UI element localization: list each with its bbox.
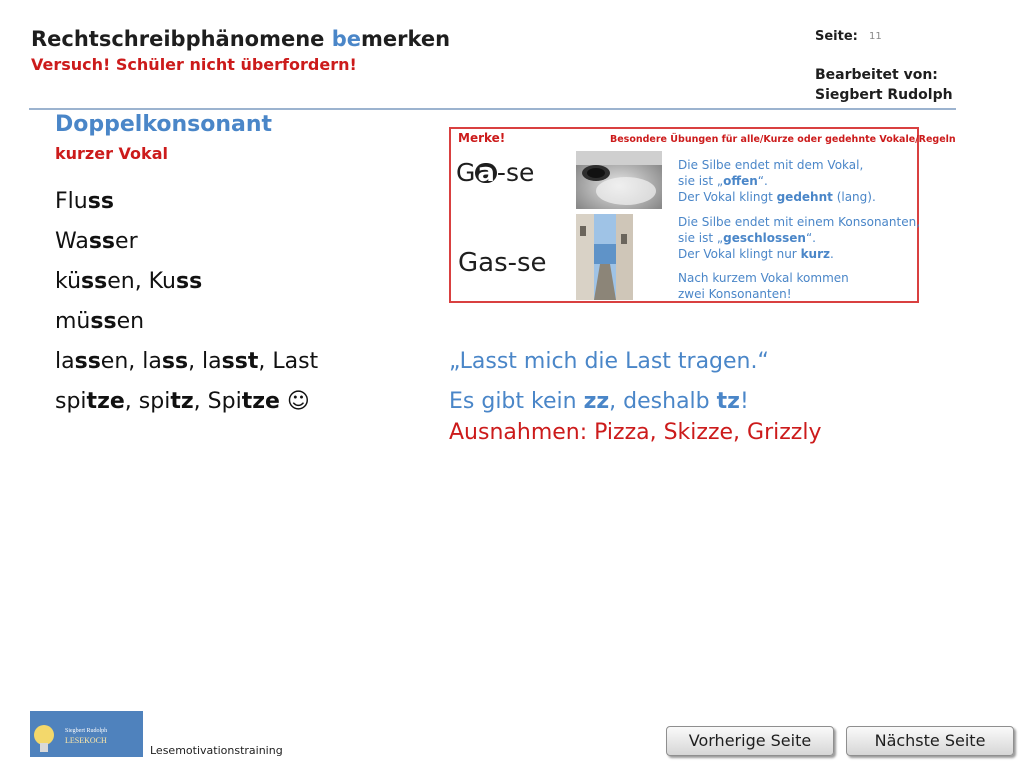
highlighted-letters: tz [170, 389, 194, 414]
edited-by-label: Bearbeitet von: [815, 67, 938, 83]
text-segment: sie ist „ [678, 174, 724, 188]
highlighted-letters: zz [583, 389, 610, 414]
text-segment: (lang). [832, 190, 876, 204]
lesekoch-logo [30, 711, 143, 757]
header-divider [29, 108, 956, 110]
merke-note: Besondere Übungen für alle/Kurze oder gedehnte Vokale/Regeln [610, 134, 956, 145]
page-number-label: Seite: [815, 29, 858, 44]
footer-label: Lesemotivationstraining [150, 744, 283, 757]
title-highlight: be [331, 27, 362, 51]
highlighted-letters: ss [81, 269, 108, 294]
example-quote: „Lasst mich die Last tragen.“ [449, 349, 769, 374]
section-heading: Doppelkonsonant [55, 112, 273, 137]
word-line [55, 389, 310, 414]
rule-closed-syllable [678, 214, 920, 262]
text-segment: “. [757, 174, 768, 188]
text-segment: Die Silbe endet mit einem Konsonanten, [678, 215, 921, 229]
text-segment: Der Vokal klingt [678, 190, 777, 204]
long-vowel-mark: a [477, 158, 495, 188]
page-title: Rechtschreibphänomene bemerken [31, 27, 451, 51]
rule-line [678, 286, 849, 302]
author-name: Siegbert Rudolph [815, 87, 953, 103]
text-segment: zwei Konsonanten! [678, 287, 792, 301]
word-line [55, 269, 202, 294]
rule-line [678, 173, 876, 189]
logo-text-1: Siegbert Rudolph [65, 728, 108, 734]
text-segment: Wa [55, 229, 89, 254]
exhaust-photo [576, 151, 662, 209]
highlighted-letters: ss [88, 229, 116, 254]
rule-line [678, 189, 876, 205]
rule-double-consonant [678, 270, 849, 302]
text-segment: Nach kurzem Vokal kommen [678, 271, 849, 285]
highlighted-letters: ss [87, 189, 114, 214]
previous-page-button[interactable]: Vorherige Seite [666, 726, 834, 756]
text-segment: ! [739, 389, 749, 414]
text-segment: la [55, 349, 75, 374]
text-segment: , deshalb [609, 389, 717, 414]
highlighted-letters: geschlossen [723, 231, 806, 245]
text-segment: , Spi [193, 389, 242, 414]
text-segment: “. [805, 231, 816, 245]
highlighted-letters: offen [723, 174, 758, 188]
word-line [55, 349, 318, 374]
highlighted-letters: tz [716, 389, 740, 414]
text-segment: en [116, 309, 145, 334]
exceptions-note: Ausnahmen: Pizza, Skizze, Grizzly [449, 420, 822, 445]
rule-line [678, 270, 849, 286]
page-number: 11 [869, 31, 882, 42]
section-subheading: kurzer Vokal [55, 144, 168, 163]
highlighted-letters: ss [161, 349, 189, 374]
text-segment: mü [55, 309, 91, 334]
syllable-open-example: Ga-se [456, 158, 535, 188]
text-segment: kü [55, 269, 82, 294]
text-segment: en, la [100, 349, 162, 374]
highlighted-letters: tze [241, 389, 280, 414]
text-segment: Der Vokal klingt nur [678, 247, 801, 261]
highlighted-letters: sst [221, 349, 259, 374]
tz-note [449, 389, 749, 414]
highlighted-letters: tze [86, 389, 125, 414]
text-segment: sie ist „ [678, 231, 724, 245]
text-segment: Es gibt kein [449, 389, 584, 414]
text-segment: er [115, 229, 138, 254]
highlighted-letters: ss [90, 309, 117, 334]
word-line [55, 309, 144, 334]
alley-photo [576, 214, 633, 300]
text-segment: en, Ku [107, 269, 176, 294]
rule-line [678, 246, 920, 262]
text-segment: ☺ [279, 389, 310, 414]
text-segment: , Last [258, 349, 319, 374]
text-segment: Die Silbe endet mit dem Vokal, [678, 158, 864, 172]
highlighted-letters: ss [175, 269, 203, 294]
word-line [55, 229, 138, 254]
text-segment: , spi [124, 389, 171, 414]
merke-label: Merke! [458, 131, 506, 145]
word-line [55, 189, 114, 214]
text-segment: . [830, 247, 834, 261]
next-page-button[interactable]: Nächste Seite [846, 726, 1014, 756]
logo-text-2: LESEKOCH [65, 736, 107, 745]
text-segment: , la [188, 349, 222, 374]
highlighted-letters: gedehnt [776, 190, 833, 204]
text-segment: spi [55, 389, 87, 414]
highlighted-letters: kurz [800, 247, 830, 261]
highlighted-letters: ss [74, 349, 101, 374]
rule-open-syllable [678, 157, 876, 205]
syllable-closed-example: Gas-se [458, 248, 547, 278]
text-segment: Flu [55, 189, 88, 214]
rule-line [678, 214, 920, 230]
rule-line [678, 230, 920, 246]
page-subtitle: Versuch! Schüler nicht überfordern! [31, 55, 357, 74]
rule-line [678, 157, 876, 173]
